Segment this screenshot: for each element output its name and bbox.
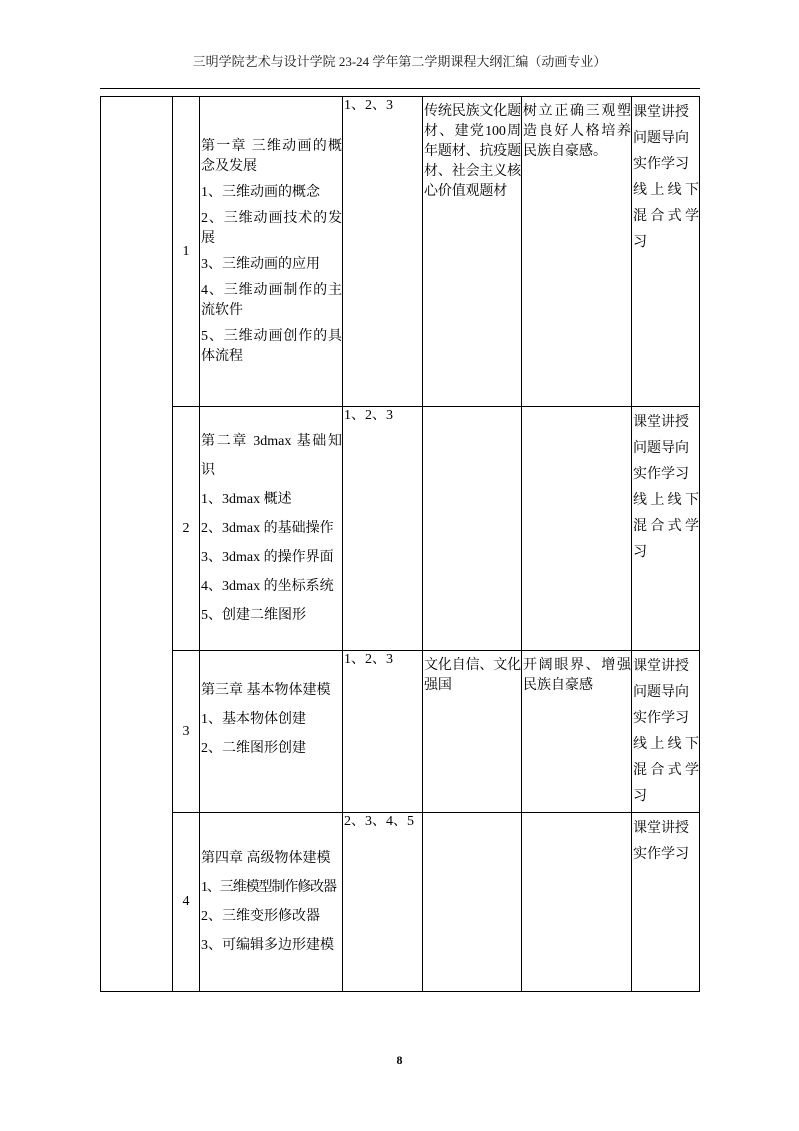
chapter-item: 2、二维图形创建 — [201, 741, 306, 756]
chapter-item: 2、3dmax 的基础操作 — [201, 521, 334, 536]
teaching-methods-cell — [632, 97, 700, 407]
chapter-item: 1、三维动画的概念 — [201, 184, 320, 200]
ideology-elements: 传统民族文化题材、建党100周年题材、抗疫题材、社会主义核心价值观题材 — [423, 97, 522, 407]
row-number: 3 — [173, 651, 200, 813]
row-number: 4 — [173, 813, 200, 992]
chapter-item: 2、三维变形修改器 — [201, 909, 320, 924]
ideology-elements — [423, 407, 522, 651]
teaching-method: 线上线下混合式学习 — [633, 183, 699, 250]
header-rule — [100, 88, 700, 89]
teaching-method: 线上线下混合式学习 — [633, 737, 699, 804]
chapter-item: 2、三维动画技术的发展 — [201, 210, 342, 246]
teaching-method: 问题导向 — [633, 131, 689, 146]
chapter-item: 3、可编辑多边形建模 — [201, 938, 334, 953]
teaching-methods-cell — [632, 407, 700, 651]
objective-refs: 1、2、3 — [343, 651, 423, 813]
chapter-item: 1、三维模型制作修改器 — [201, 880, 336, 895]
chapter-item: 5、三维动画创作的具体流程 — [201, 328, 342, 364]
table-row — [173, 97, 700, 407]
chapter-content-cell — [200, 813, 343, 992]
syllabus-table — [100, 96, 700, 992]
chapter-item: 1、基本物体创建 — [201, 712, 306, 727]
teaching-method: 问题导向 — [633, 685, 689, 700]
chapter-title: 第一章 三维动画的概念及发展 — [201, 138, 342, 174]
table-row — [173, 407, 700, 651]
chapter-content-cell — [200, 651, 343, 813]
objective-refs: 2、3、4、5 — [343, 813, 423, 992]
page-number: 8 — [396, 1053, 403, 1067]
teaching-method: 课堂讲授 — [633, 415, 689, 430]
ideology-goals — [522, 407, 632, 651]
ideology-goals: 开阔眼界、增强民族自豪感 — [522, 651, 632, 813]
teaching-method: 课堂讲授 — [633, 659, 689, 674]
chapter-content-cell — [200, 407, 343, 651]
teaching-method: 实作学习 — [633, 847, 689, 862]
chapter-title: 第二章 3dmax 基础知识 — [201, 434, 342, 478]
objective-refs: 1、2、3 — [343, 97, 423, 407]
ideology-elements: 文化自信、文化强国 — [423, 651, 522, 813]
chapter-title: 第三章 基本物体建模 — [201, 683, 331, 698]
teaching-methods-cell — [632, 813, 700, 992]
ideology-elements — [423, 813, 522, 992]
ideology-goals — [522, 813, 632, 992]
chapter-item: 5、创建二维图形 — [201, 608, 306, 623]
table-row — [173, 813, 700, 992]
chapter-item: 3、3dmax 的操作界面 — [201, 550, 334, 565]
chapter-item: 4、3dmax 的坐标系统 — [201, 579, 334, 594]
teaching-method: 实作学习 — [633, 157, 689, 172]
chapter-item: 4、三维动画制作的主流软件 — [201, 282, 342, 318]
ideology-goals: 树立正确三观塑造良好人格培养民族自豪感。 — [522, 97, 632, 407]
row-number: 2 — [173, 407, 200, 651]
teaching-method: 线上线下混合式学习 — [633, 493, 699, 560]
table-row — [173, 651, 700, 813]
teaching-method: 问题导向 — [633, 441, 689, 456]
table-cell-blank — [101, 97, 173, 992]
page-header-title: 三明学院艺术与设计学院 23-24 学年第二学期课程大纲汇编（动画专业） — [192, 54, 607, 69]
row-number: 1 — [173, 97, 200, 407]
teaching-method: 课堂讲授 — [633, 821, 689, 836]
teaching-methods-cell — [632, 651, 700, 813]
chapter-content-cell — [200, 97, 343, 407]
objective-refs: 1、2、3 — [343, 407, 423, 651]
teaching-method: 课堂讲授 — [633, 105, 689, 120]
teaching-method: 实作学习 — [633, 711, 689, 726]
chapter-item: 3、三维动画的应用 — [201, 256, 320, 272]
teaching-method: 实作学习 — [633, 467, 689, 482]
chapter-title: 第四章 高级物体建模 — [201, 851, 331, 866]
chapter-item: 1、3dmax 概述 — [201, 492, 292, 507]
